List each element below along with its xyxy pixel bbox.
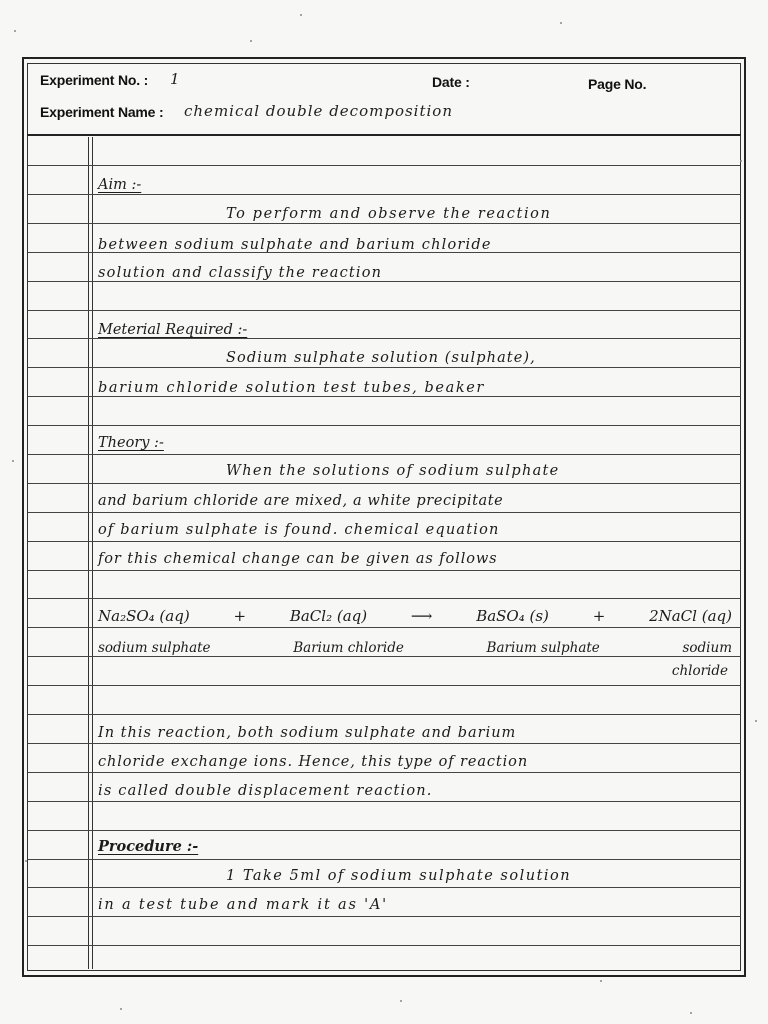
ruled-line <box>28 194 740 195</box>
experiment-no-label: Experiment No. : <box>40 72 149 88</box>
material-line-2: barium chloride solution test tubes, beaker <box>98 380 485 396</box>
ruled-line <box>28 887 740 888</box>
paper-speck <box>120 1008 122 1010</box>
paper-speck <box>300 14 302 16</box>
margin-double-rule <box>92 137 93 969</box>
ruled-line <box>28 483 740 484</box>
aim-line-2: between sodium sulphate and barium chloride <box>98 237 492 253</box>
ruled-line <box>28 945 740 946</box>
equation-names <box>98 640 738 656</box>
left-margin-column <box>28 137 89 969</box>
ruled-line <box>28 541 740 542</box>
procedure-line-2: in a test tube and mark it as 'A' <box>98 897 388 913</box>
ruled-line <box>28 685 740 686</box>
date-label: Date : <box>432 74 470 90</box>
ruled-line <box>28 743 740 744</box>
experiment-name-label: Experiment Name : <box>40 104 164 120</box>
experiment-name-value: chemical double decomposition <box>184 102 453 120</box>
paper-speck <box>755 720 757 722</box>
theory-line-3: of barium sulphate is found. chemical equation <box>98 522 500 538</box>
ruled-line <box>28 916 740 917</box>
paper-speck <box>690 1012 692 1014</box>
reactant-barium-chloride: BaCl₂ (aq) <box>289 607 368 625</box>
plus-sign-2: + <box>592 607 606 625</box>
ruled-line <box>28 338 740 339</box>
theory-heading: Theory :- <box>98 435 164 451</box>
theory-line-4: for this chemical change can be given as follows <box>98 551 498 567</box>
ruled-line <box>28 310 740 311</box>
name-barium-chloride: Barium chloride <box>293 640 404 656</box>
name-sodium-sulphate: sodium sulphate <box>98 640 211 656</box>
name-chloride: chloride <box>671 663 728 679</box>
explanation-line-1: In this reaction, both sodium sulphate and barium <box>98 725 517 741</box>
ruled-line <box>28 223 740 224</box>
ruled-line <box>28 772 740 773</box>
explanation-line-2: chloride exchange ions. Hence, this type of reaction <box>98 754 529 770</box>
product-barium-sulphate: BaSO₄ (s) <box>476 607 549 625</box>
ruled-line <box>28 512 740 513</box>
procedure-heading: Procedure :- <box>98 838 199 855</box>
page-no-label: Page No. <box>588 76 647 92</box>
ruled-line <box>28 656 740 657</box>
ruled-line <box>28 367 740 368</box>
ruled-line <box>28 425 740 426</box>
aim-line-3: solution and classify the reaction <box>98 265 383 281</box>
paper-speck <box>600 980 602 982</box>
header-divider <box>27 134 741 136</box>
chemical-equation <box>98 607 738 625</box>
product-sodium-chloride: 2NaCl (aq) <box>649 607 732 625</box>
theory-line-2: and barium chloride are mixed, a white precipitate <box>98 493 504 509</box>
name-sodium: sodium <box>682 640 732 656</box>
theory-line-1: When the solutions of sodium sulphate <box>226 463 560 479</box>
ruled-line <box>28 598 740 599</box>
ruled-line <box>28 830 740 831</box>
ruled-line <box>28 396 740 397</box>
paper-speck <box>400 1000 402 1002</box>
aim-line-1: To perform and observe the reaction <box>226 206 552 222</box>
explanation-line-3: is called double displacement reaction. <box>98 783 433 799</box>
ruled-line <box>28 281 740 282</box>
plus-sign-1: + <box>233 607 247 625</box>
ruled-line <box>28 570 740 571</box>
material-heading: Meterial Required :- <box>98 322 248 338</box>
experiment-no-value: 1 <box>170 70 180 88</box>
ruled-line <box>28 714 740 715</box>
paper-speck <box>25 860 27 862</box>
material-line-1: Sodium sulphate solution (sulphate), <box>226 350 536 366</box>
paper-speck <box>14 30 16 32</box>
aim-heading: Aim :- <box>98 177 142 193</box>
ruled-line <box>28 165 740 166</box>
reaction-arrow: ⟶ <box>410 607 433 625</box>
name-barium-sulphate: Barium sulphate <box>486 640 600 656</box>
page-inner-border <box>27 63 741 971</box>
ruled-line <box>28 859 740 860</box>
paper-speck <box>250 40 252 42</box>
reactant-sodium-sulphate: Na₂SO₄ (aq) <box>98 607 190 625</box>
paper-speck <box>12 460 14 462</box>
ruled-line <box>28 454 740 455</box>
paper-speck <box>560 22 562 24</box>
paper-speck <box>740 160 742 162</box>
ruled-line <box>28 627 740 628</box>
procedure-line-1: 1 Take 5ml of sodium sulphate solution <box>226 868 572 884</box>
ruled-line <box>28 801 740 802</box>
